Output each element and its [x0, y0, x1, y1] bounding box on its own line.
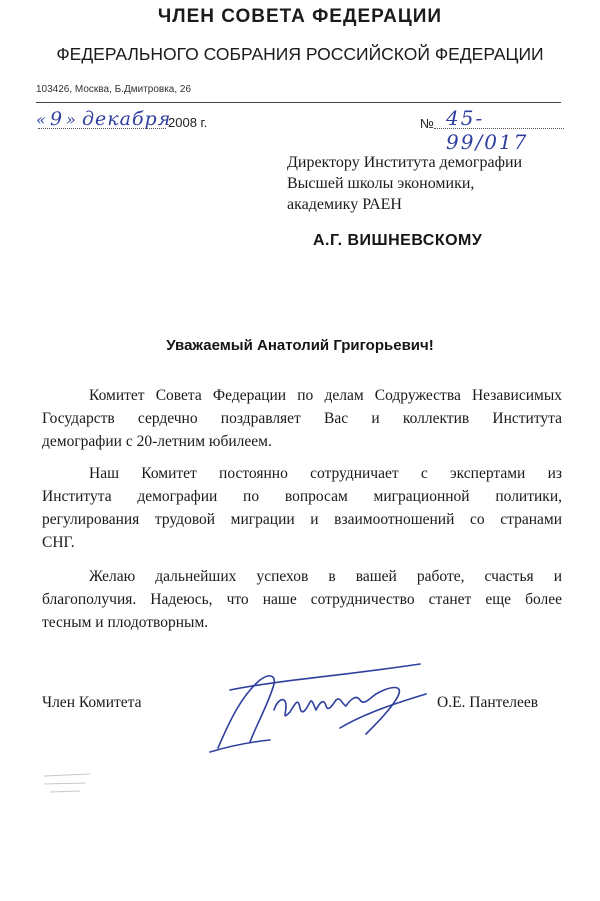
signatory-name: О.Е. Пантелеев	[437, 694, 539, 711]
paragraph-line: Института демографии по вопросам миграционной политики,	[42, 488, 562, 505]
addressee-line-1: Директору Института демографии	[287, 154, 523, 171]
handwritten-signature	[190, 650, 450, 760]
date-line	[36, 108, 286, 132]
letterhead-divider	[36, 102, 561, 103]
date-day: 9	[50, 108, 63, 130]
reference-underline	[434, 128, 564, 129]
paragraph-line: Комитет Совета Федерации по делам Содружества Независимых	[89, 387, 562, 404]
reference-label: №	[420, 116, 434, 131]
paragraph-line: регулирования трудовой миграции и взаимоотношений со странами	[42, 511, 562, 528]
date-month: декабря	[82, 108, 172, 130]
letterhead-title: ЧЛЕН СОВЕТА ФЕДЕРАЦИИ	[157, 6, 443, 27]
date-close-quote: »	[66, 110, 76, 129]
paragraph-line: демографии с 20-летним юбилеем.	[42, 433, 272, 450]
paragraph-line: Государств сердечно поздравляет Вас и коллектив Института	[42, 410, 562, 427]
letterhead-subtitle: ФЕДЕРАЛЬНОГО СОБРАНИЯ РОССИЙСКОЙ ФЕДЕРАЦИИ	[56, 44, 544, 64]
date-year: 2008 г.	[168, 115, 208, 130]
paragraph-line: СНГ.	[42, 534, 75, 551]
reference-line	[420, 106, 565, 154]
addressee-line-2: Высшей школы экономики,	[287, 175, 475, 192]
reference-number: 45-99/017	[446, 106, 529, 154]
paragraph-line: благополучия. Надеюсь, что наше сотрудничество станет еще более	[42, 591, 562, 608]
signatory-role: Член Комитета	[42, 694, 142, 711]
faint-stamp-mark	[40, 770, 100, 800]
letterhead-address: 103426, Москва, Б.Дмитровка, 26	[36, 84, 192, 95]
addressee-line-3: академику РАЕН	[287, 196, 402, 213]
paragraph-line: Желаю дальнейших успехов в вашей работе, счастья и	[89, 568, 562, 585]
body-paragraph-3	[42, 565, 562, 634]
addressee-name: А.Г. ВИШНЕВСКОМУ	[313, 232, 483, 249]
body-paragraph-2	[42, 462, 562, 554]
salutation: Уважаемый Анатолий Григорьевич!	[166, 337, 434, 354]
date-underline	[38, 128, 166, 129]
paragraph-line: Наш Комитет постоянно сотрудничает с экспертами из	[89, 465, 562, 482]
paragraph-line: тесным и плодотворным.	[42, 614, 209, 631]
body-paragraph-1	[42, 384, 562, 453]
date-open-quote: «	[36, 110, 46, 129]
